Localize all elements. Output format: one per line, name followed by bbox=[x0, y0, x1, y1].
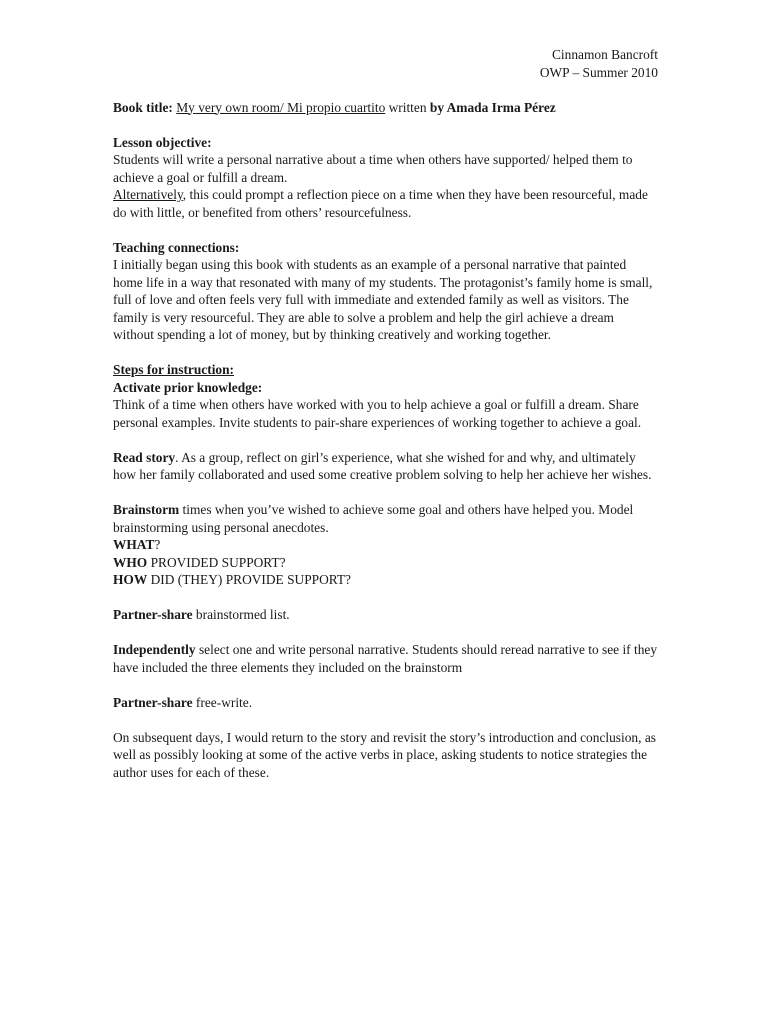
what-text: ? bbox=[154, 537, 161, 552]
lesson-objective-heading: Lesson objective: bbox=[113, 134, 212, 150]
teaching-connections-section bbox=[113, 239, 658, 344]
book-title: My very own room/ Mi propio cuartito bbox=[176, 99, 386, 115]
partner-share-text-1: brainstormed list. bbox=[192, 607, 290, 622]
who-label: WHO bbox=[113, 554, 148, 570]
teaching-connections-text: I initially began using this book with students as an example of a personal narrative that painted home life in a way that resonated with many of my students. The protagonist’s family home is small, full of love and often feels very full with immediate and extended family as well as visitors. The family is very resourceful. They are able to solve a problem and help the girl achieve a dream without spending a lot of money, but by thinking creatively and working together. bbox=[113, 257, 653, 342]
brainstorm-step bbox=[113, 501, 658, 589]
activate-heading: Activate prior knowledge: bbox=[113, 379, 263, 395]
independently-label: Independently bbox=[113, 642, 196, 657]
activate-text: Think of a time when others have worked with you to help achieve a goal or fulfill a dream. Share personal examples. Invite students to pair-share experiences of working together to achieve a goal. bbox=[113, 397, 642, 430]
steps-section bbox=[113, 361, 658, 431]
what-line bbox=[113, 536, 658, 554]
read-story-step bbox=[113, 449, 658, 484]
how-line bbox=[113, 571, 658, 589]
what-label: WHAT bbox=[113, 537, 155, 552]
alternatively-label: Alternatively bbox=[113, 187, 183, 202]
brainstorm-text: times when you’ve wished to achieve some goal and others have helped you. Model brainstorming using personal anecdotes. bbox=[113, 502, 634, 535]
who-text: PROVIDED SUPPORT? bbox=[147, 554, 286, 570]
partner-share-label-1: Partner-share bbox=[113, 607, 193, 622]
how-label: HOW bbox=[113, 572, 148, 587]
alternatively-text: , this could prompt a reflection piece on a time when they have been resourceful, made do with little, or benefited from others’ resourcefulness. bbox=[113, 187, 648, 220]
brainstorm-label: Brainstorm bbox=[113, 502, 180, 517]
book-title-line bbox=[113, 99, 658, 117]
partner-share-text-2: free-write. bbox=[192, 694, 253, 710]
partner-share-step-2 bbox=[113, 694, 658, 712]
partner-share-step-1 bbox=[113, 606, 658, 624]
read-story-text: . As a group, reflect on girl’s experience, what she wished for and why, and ultimately how her family collaborated and used some creative problem solving to help her achieve her wishes. bbox=[113, 449, 652, 482]
steps-heading: Steps for instruction: bbox=[113, 362, 235, 377]
independently-text: select one and write personal narrative. Students should reread narrative to see if they have included the three elements they included on the brainstorm bbox=[113, 642, 658, 675]
lesson-objective-alternative bbox=[113, 186, 658, 221]
closing-paragraph: On subsequent days, I would return to the story and revisit the story’s introduction and conclusion, as well as possibly looking at some of the active verbs in place, asking students to notice strategies the author uses for each of these. bbox=[113, 729, 656, 780]
book-title-label: Book title: bbox=[113, 99, 173, 115]
independently-step bbox=[113, 641, 658, 676]
partner-share-label-2: Partner-share bbox=[113, 694, 193, 710]
book-author: by Amada Irma Pérez bbox=[429, 99, 556, 115]
author-name: Cinnamon Bancroft bbox=[552, 47, 658, 62]
written-word: written bbox=[385, 99, 430, 115]
lesson-objective-text: Students will write a personal narrative about a time when others have supported/ helped them to achieve a goal or fulfill a dream. bbox=[113, 152, 633, 185]
lesson-objective-section bbox=[113, 134, 658, 222]
teaching-connections-heading: Teaching connections: bbox=[113, 239, 240, 255]
how-text: DID (THEY) PROVIDE SUPPORT? bbox=[147, 572, 352, 587]
document-page bbox=[113, 46, 658, 781]
program-term: OWP – Summer 2010 bbox=[539, 64, 658, 80]
document-header bbox=[113, 46, 658, 81]
who-line bbox=[113, 554, 658, 572]
read-story-label: Read story bbox=[113, 449, 176, 465]
